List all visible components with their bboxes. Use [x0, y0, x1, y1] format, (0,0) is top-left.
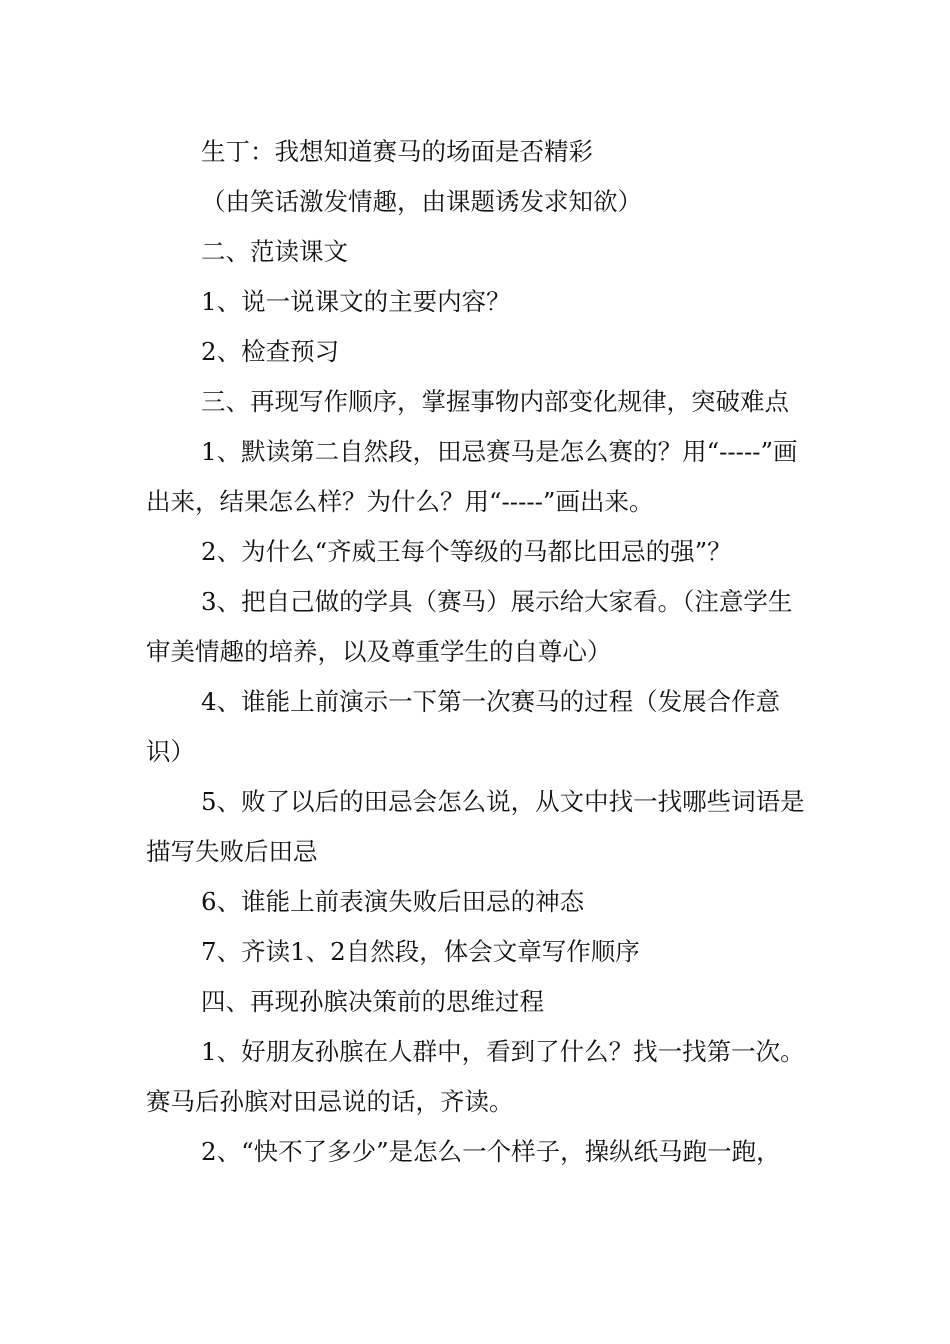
- paragraph-16: 2、“快不了多少”是怎么一个样子，操纵纸马跑一跑，: [201, 1137, 781, 1166]
- paragraph-15: 1、好朋友孙膑在人群中，看到了什么？找一找第一次。赛马后孙膑对田忌说的话，齐读。: [146, 1037, 805, 1116]
- paragraph-5: 2、检查预习: [201, 337, 340, 366]
- document-body: [146, 127, 811, 1177]
- paragraph-9: 3、把自己做的学具（赛马）展示给大家看。（注意学生审美情趣的培养，以及尊重学生的自尊心）: [146, 587, 793, 666]
- paragraph-4: 1、说一说课文的主要内容？: [201, 287, 511, 316]
- paragraph-8: 2、为什么“齐威王每个等级的马都比田忌的强”？: [201, 537, 732, 566]
- paragraph-2: （由笑话激发情趣，由课题诱发求知欲）: [201, 187, 642, 216]
- paragraph-11: 5、败了以后的田忌会怎么说，从文中找一找哪些词语是描写失败后田忌: [146, 787, 805, 866]
- paragraph-7: 1、默读第二自然段，田忌赛马是怎么赛的？用“-----”画出来，结果怎么样？为什么？用“-----”画出来。: [146, 437, 798, 516]
- paragraph-12: 6、谁能上前表演失败后田忌的神态: [201, 887, 585, 916]
- section-heading-3: 三、再现写作顺序，掌握事物内部变化规律，突破难点: [201, 387, 789, 416]
- section-heading-4: 四、再现孙膑决策前的思维过程: [201, 987, 544, 1016]
- paragraph-13: 7、齐读1、2自然段，体会文章写作顺序: [201, 937, 640, 966]
- paragraph-1: 生丁：我想知道赛马的场面是否精彩: [201, 137, 593, 166]
- paragraph-10: 4、谁能上前演示一下第一次赛马的过程（发展合作意识）: [146, 687, 781, 766]
- section-heading-2: 二、范读课文: [201, 237, 348, 266]
